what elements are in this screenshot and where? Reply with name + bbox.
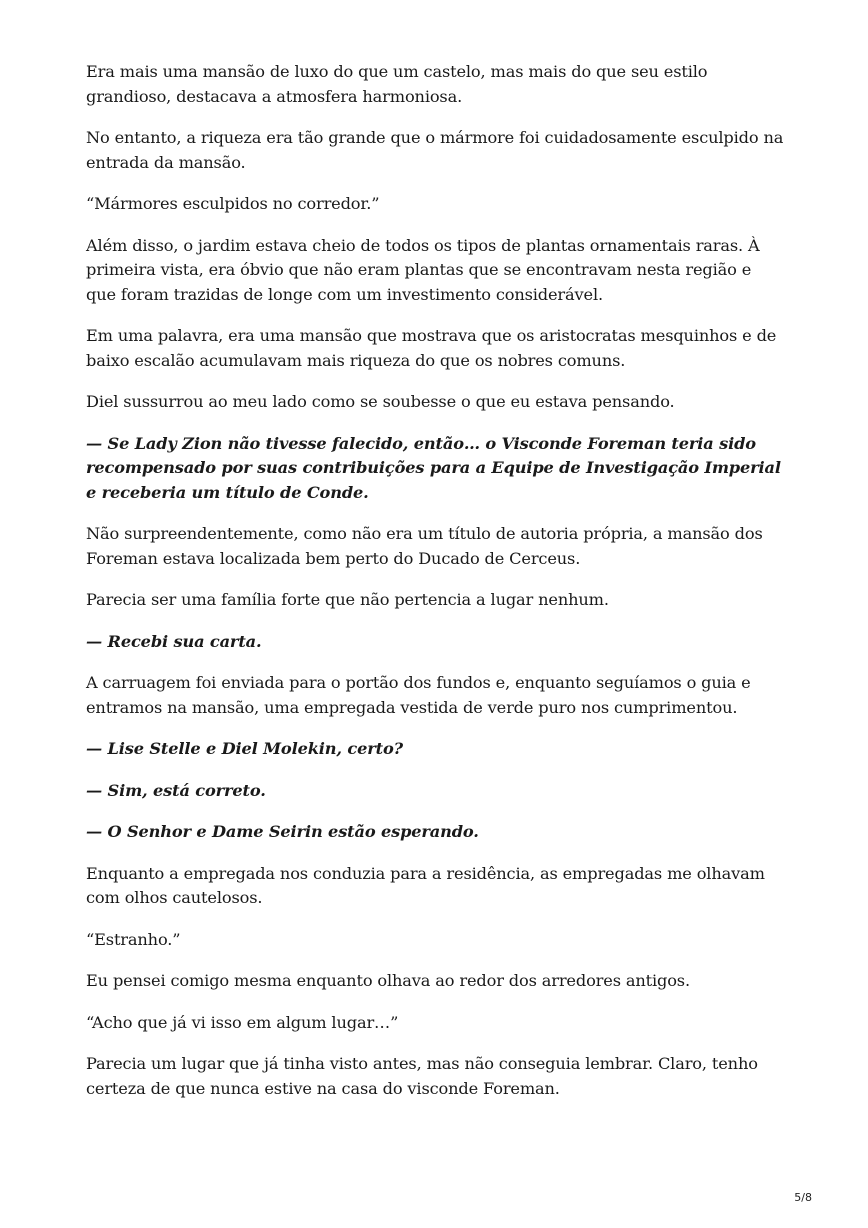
paragraph: Era mais uma mansão de luxo do que um castelo, mas mais do que seu estilo grandioso, destacava a atmosfera harmoniosa. [86,62,708,106]
document-body [86,60,786,1118]
paragraph: Em uma palavra, era uma mansão que mostrava que os aristocratas mesquinhos e de baixo escalão acumulavam mais riqueza do que os nobres comuns. [86,326,777,370]
page-number: 5/8 [794,1191,812,1204]
paragraph: No entanto, a riqueza era tão grande que o mármore foi cuidadosamente esculpido na entrada da mansão. [86,128,784,172]
dialogue-line: — O Senhor e Dame Seirin estão esperando. [86,822,479,841]
paragraph: Parecia ser uma família forte que não pertencia a lugar nenhum. [86,590,609,609]
dialogue-line: — Sim, está correto. [86,780,266,800]
dialogue-line: — Se Lady Zion não tivesse falecido, então… o Visconde Foreman teria sido recompensado por suas contribuições para a Equipe de Investigação Imperial e receberia um título de Conde. [86,433,781,502]
paragraph: Eu pensei comigo mesma enquanto olhava ao redor dos arredores antigos. [86,971,690,990]
dialogue-line: — Lise Stelle e Diel Molekin, certo? [86,739,403,758]
paragraph: Enquanto a empregada nos conduzia para a residência, as empregadas me olhavam com olhos cautelosos. [86,863,765,907]
paragraph: “Acho que já vi isso em algum lugar…” [86,1012,399,1032]
paragraph: Não surpreendentemente, como não era um título de autoria própria, a mansão dos Foreman estava localizada bem perto do Ducado de Cerceus. [86,524,763,568]
paragraph: Parecia um lugar que já tinha visto antes, mas não conseguia lembrar. Claro, tenho certeza de que nunca estive na casa do visconde Foreman. [86,1054,758,1098]
paragraph: “Mármores esculpidos no corredor.” [86,194,380,213]
paragraph: Diel sussurrou ao meu lado como se soubesse o que eu estava pensando. [86,392,675,411]
paragraph: “Estranho.” [86,929,181,949]
paragraph: Além disso, o jardim estava cheio de todos os tipos de plantas ornamentais raras. À primeira vista, era óbvio que não eram plantas que se encontravam nesta região e que foram trazidas de longe com um investimento considerável. [86,235,760,304]
dialogue-line: — Recebi sua carta. [86,631,262,651]
paragraph: A carruagem foi enviada para o portão dos fundos e, enquanto seguíamos o guia e entramos na mansão, uma empregada vestida de verde puro nos cumprimentou. [86,673,751,717]
